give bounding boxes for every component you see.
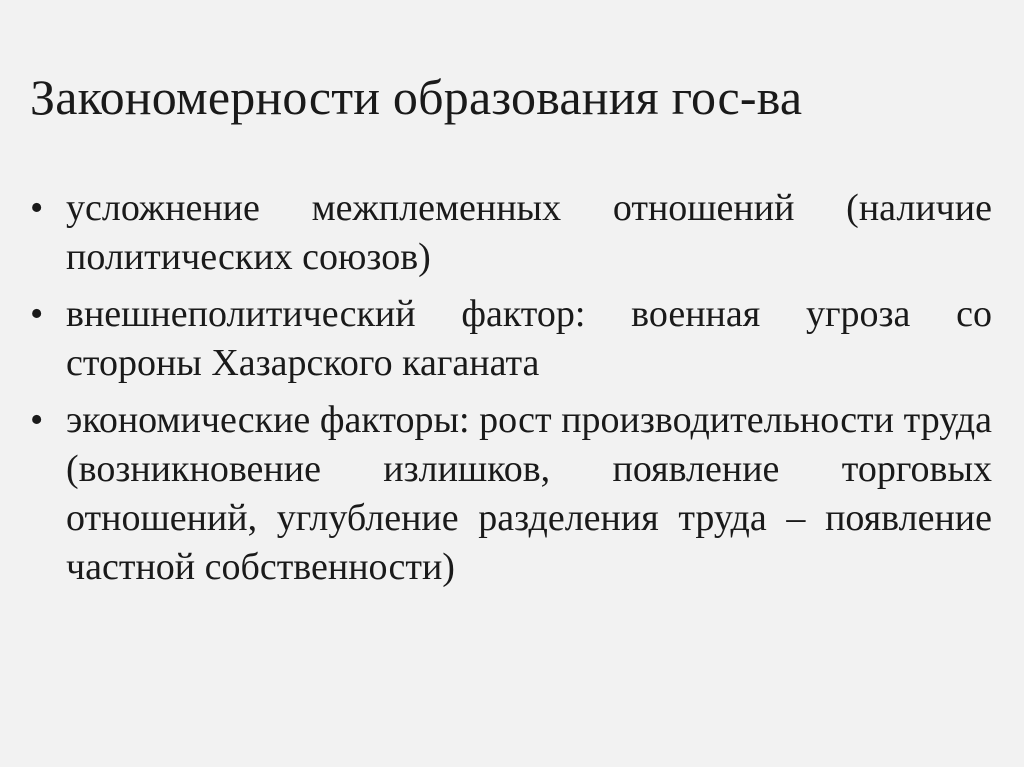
bullet-list xyxy=(30,184,992,600)
slide-title: Закономерности образования гос-ва xyxy=(30,69,803,125)
bullet-dot-icon: • xyxy=(30,187,44,229)
bullet-item-2 xyxy=(30,290,992,388)
bullet-dot-icon: • xyxy=(30,399,44,441)
bullet-item-3 xyxy=(30,396,992,592)
bullet-item-1 xyxy=(30,184,992,282)
bullet-text-2: внешнеполитический фактор: военная угроза со стороны Хазарского каганата xyxy=(66,293,992,384)
bullet-text-3: экономические факторы: рост производительности труда (возникновение излишков, появление торговых отношений, углубление разделения труда – появление частной собственности) xyxy=(66,399,992,588)
bullet-text-1: усложнение межплеменных отношений (наличие политических союзов) xyxy=(66,187,992,278)
bullet-dot-icon: • xyxy=(30,293,44,335)
